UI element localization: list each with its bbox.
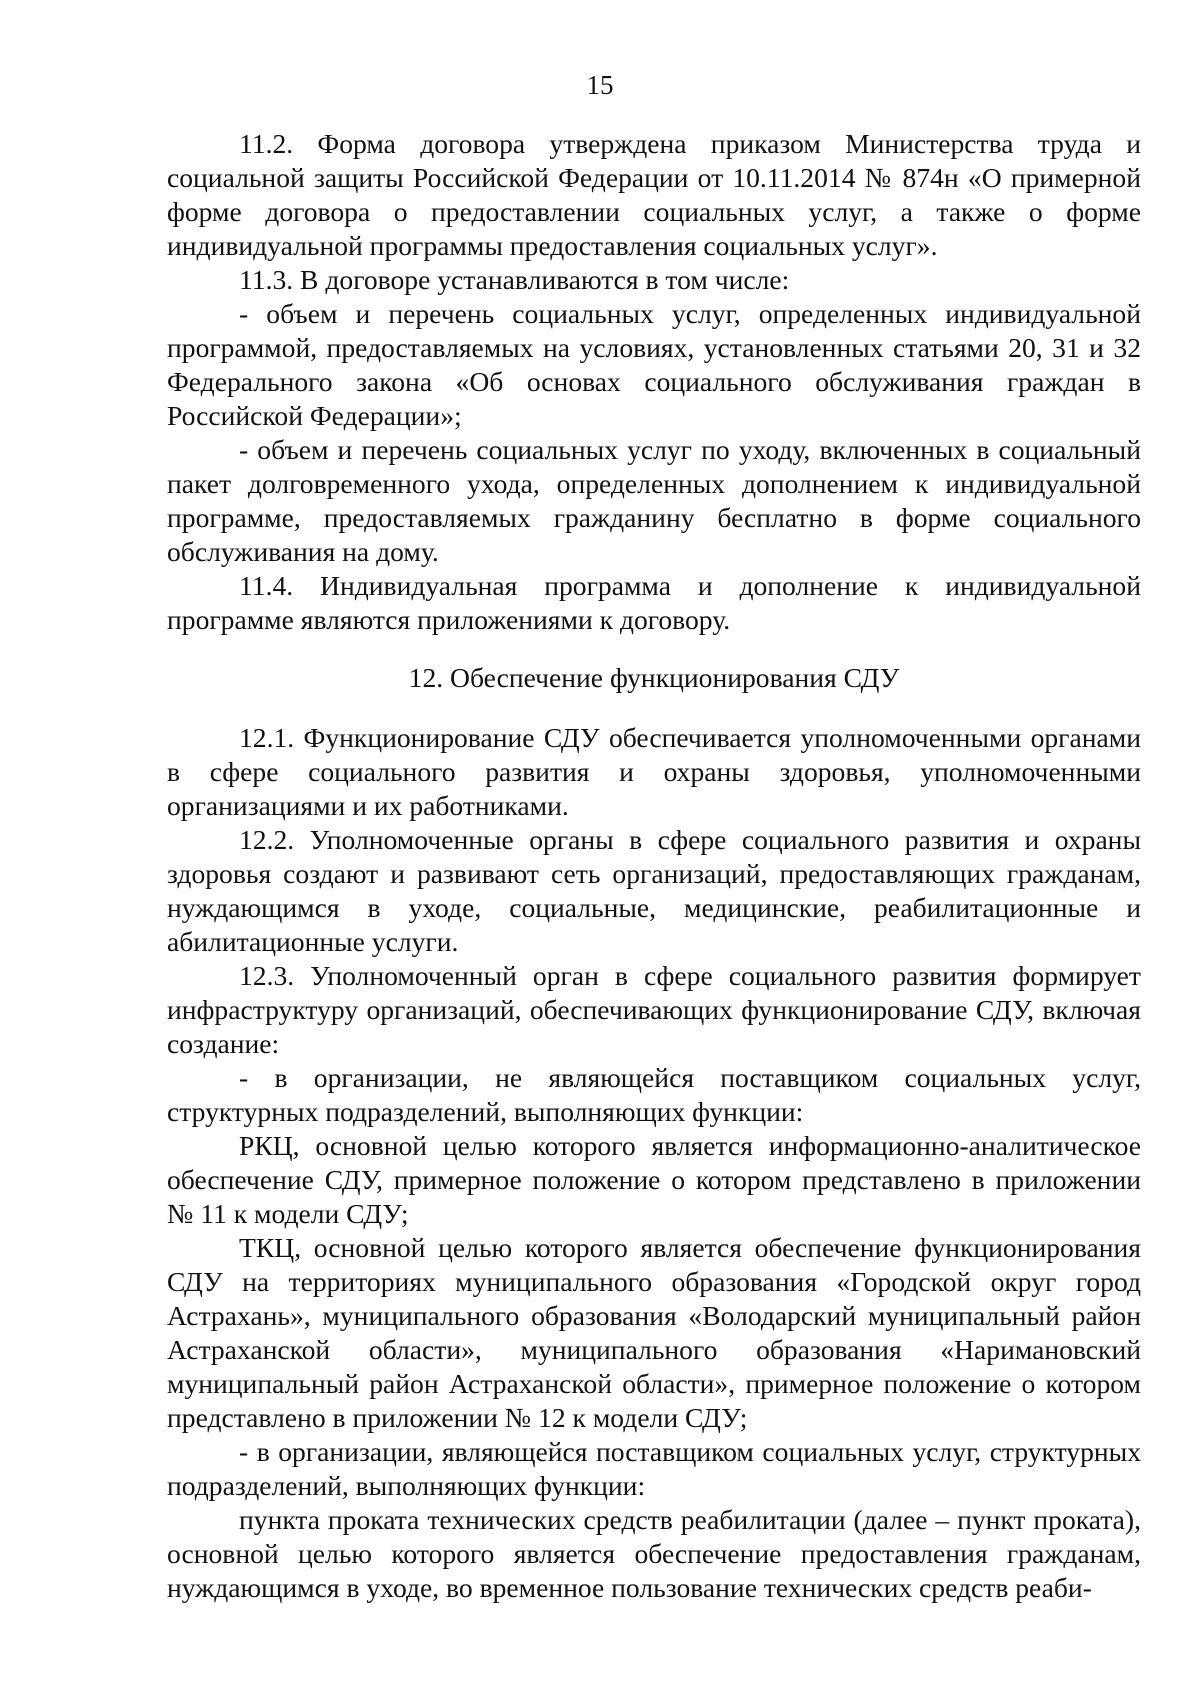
paragraph-11-2: 11.2. Форма договора утверждена приказом Министерства труда и социальной защиты Российской Федерации от 10.11.2014 № 874н «О примерной форме договора о предоставлении социальных услуг, а также о форме индивидуальной программы предоставления социальных услуг». bbox=[167, 128, 1141, 261]
section-title: 12. Обеспечение функционирования СДУ bbox=[408, 662, 900, 693]
paragraph-rental-point: пункта проката технических средств реабилитации (далее – пункт проката), основной целью которого является обеспечение предоставления гражданам, нуждающимся в уходе, во временное пользование технических средств реаби- bbox=[167, 1504, 1141, 1603]
paragraph-12-1: 12.1. Функционирование СДУ обеспечивается уполномоченными органами в сфере социального развития и охраны здоровья, уполномоченными организациями и их работниками. bbox=[167, 722, 1141, 821]
paragraph-11-4: 11.4. Индивидуальная программа и дополнение к индивидуальной программе являются приложениями к договору. bbox=[167, 570, 1141, 635]
page-number: 15 bbox=[586, 70, 614, 100]
list-item-care-services: - объем и перечень социальных услуг по уходу, включенных в социальный пакет долговременного ухода, определенных дополнением к индивидуальной программе, предоставляемых гражданину бесплатно в форме социального обслуживания на дому. bbox=[167, 434, 1141, 567]
paragraph-12-3: 12.3. Уполномоченный орган в сфере социального развития формирует инфраструктуру организаций, обеспечивающих функционирование СДУ, включая создание: bbox=[167, 960, 1141, 1059]
list-item-non-provider-org: - в организации, не являющейся поставщиком социальных услуг, структурных подразделений, выполняющих функции: bbox=[167, 1062, 1141, 1127]
paragraph-12-2: 12.2. Уполномоченные органы в сфере социального развития и охраны здоровья создают и развивают сеть организаций, предоставляющих гражданам, нуждающимся в уходе, социальные, медицинские, реабилитационные и абилитационные услуги. bbox=[167, 824, 1141, 957]
paragraph-11-3: 11.3. В договоре устанавливаются в том числе: bbox=[239, 264, 790, 295]
list-item-services-volume: - объем и перечень социальных услуг, определенных индивидуальной программой, предоставляемых на условиях, установленных статьями 20, 31 и 32 Федерального закона «Об основах социального обслуживания граждан в Российской Федерации»; bbox=[167, 298, 1141, 431]
paragraph-rkc: РКЦ, основной целью которого является информационно-аналитическое обеспечение СДУ, примерное положение о котором представлено в приложении № 11 к модели СДУ; bbox=[167, 1130, 1141, 1229]
document-body bbox=[167, 127, 1141, 1605]
list-item-provider-org: - в организации, являющейся поставщиком социальных услуг, структурных подразделений, выполняющих функции: bbox=[167, 1436, 1141, 1501]
paragraph-tkc: ТКЦ, основной целью которого является обеспечение функционирования СДУ на территориях муниципального образования «Городской округ город Астрахань», муниципального образования «Володарский муниципальный район Астраханской области», муниципального образования «Наримановский муниципальный район Астраханской области», примерное положение о котором представлено в приложении № 12 к модели СДУ; bbox=[167, 1232, 1141, 1433]
